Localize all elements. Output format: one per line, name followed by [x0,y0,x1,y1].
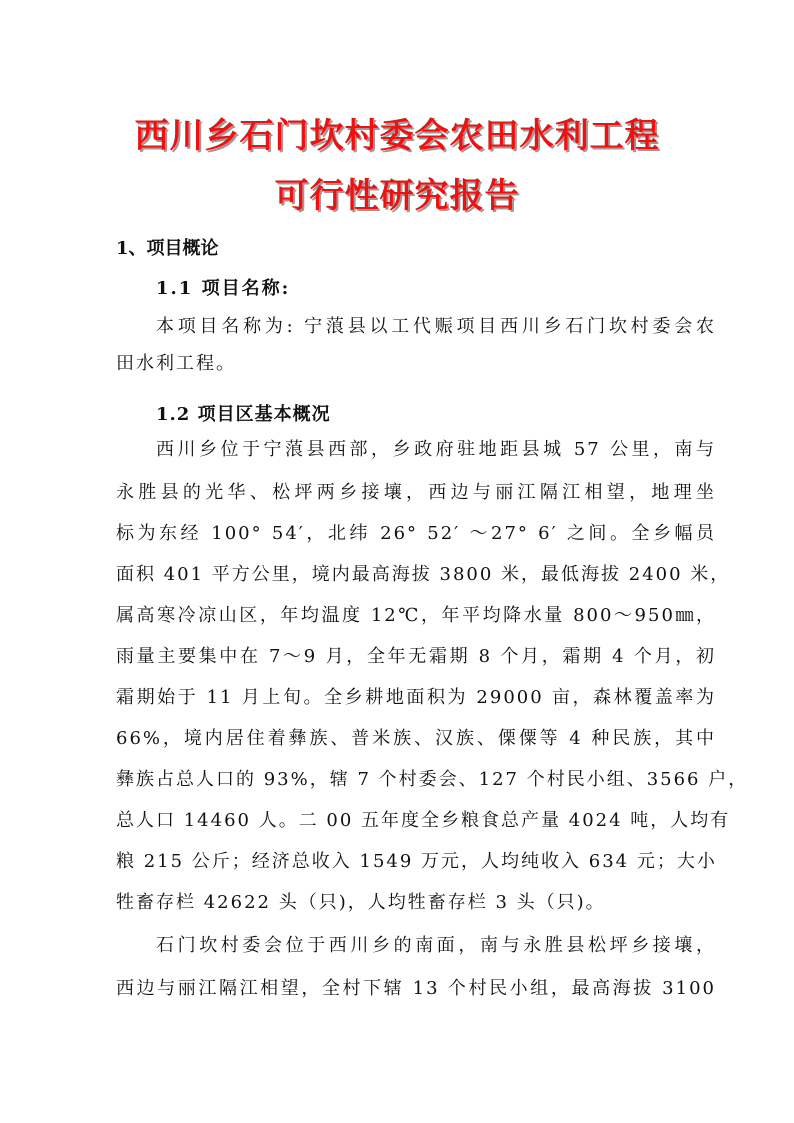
paragraph-1-line: 永胜县的光华、松坪两乡接壤，西边与丽江隔江相望，地理坐 [116,482,716,503]
paragraph-1-line: 牲畜存栏 42622 头（只)，人均牲畜存栏 3 头（只)。 [116,892,606,913]
paragraph-1-line: 粮 215 公斤；经济总收入 1549 万元，人均纯收入 634 元；大小 [116,851,717,872]
paragraph-1-line: 66%，境内居住着彝族、普米族、汉族、傈僳等 4 种民族，其中 [116,728,716,749]
paragraph-1-line: 雨量主要集中在 7～9 月，全年无霜期 8 个月，霜期 4 个月，初 [116,646,716,667]
project-name-line-1: 本项目名称为: 宁蒗县以工代赈项目西川乡石门坎村委会农 [156,316,716,337]
project-name-line-2: 田水利工程。 [116,353,236,374]
paragraph-1-line: 总人口 14460 人。二 00 五年度全乡粮食总产量 4024 吨，人均有 [116,810,731,831]
document-title-line-2: 可行性研究报告 [274,176,520,216]
paragraph-1-line: 属高寒冷凉山区，年均温度 12℃，年平均降水量 800～950㎜， [116,605,716,626]
section-1-2-heading: 1.2 项目区基本概况 [156,404,331,425]
paragraph-2-line: 西边与丽江隔江相望，全村下辖 13 个村民小组，最高海拔 3100 [116,978,716,999]
section-1-heading: 1、项目概论 [116,238,219,259]
paragraph-2-line: 石门坎村委会位于西川乡的南面，南与永胜县松坪乡接壤， [156,935,716,956]
paragraph-1-line: 西川乡位于宁蒗县西部，乡政府驻地距县城 57 公里，南与 [156,439,716,460]
paragraph-1-line: 标为东经 100° 54′，北纬 26° 52′ ～27° 6′ 之间。全乡幅员 [116,523,716,544]
paragraph-1-line: 彝族占总人口的 93%，辖 7 个村委会、127 个村民小组、3566 户， [116,769,749,790]
paragraph-1-line: 霜期始于 11 月上旬。全乡耕地面积为 29000 亩，森林覆盖率为 [116,687,716,708]
section-1-1-heading: 1.1 项目名称: [156,278,291,299]
paragraph-1-line: 面积 401 平方公里，境内最高海拔 3800 米，最低海拔 2400 米， [116,564,731,585]
document-title-line-1: 西川乡石门坎村委会农田水利工程 [134,116,660,156]
